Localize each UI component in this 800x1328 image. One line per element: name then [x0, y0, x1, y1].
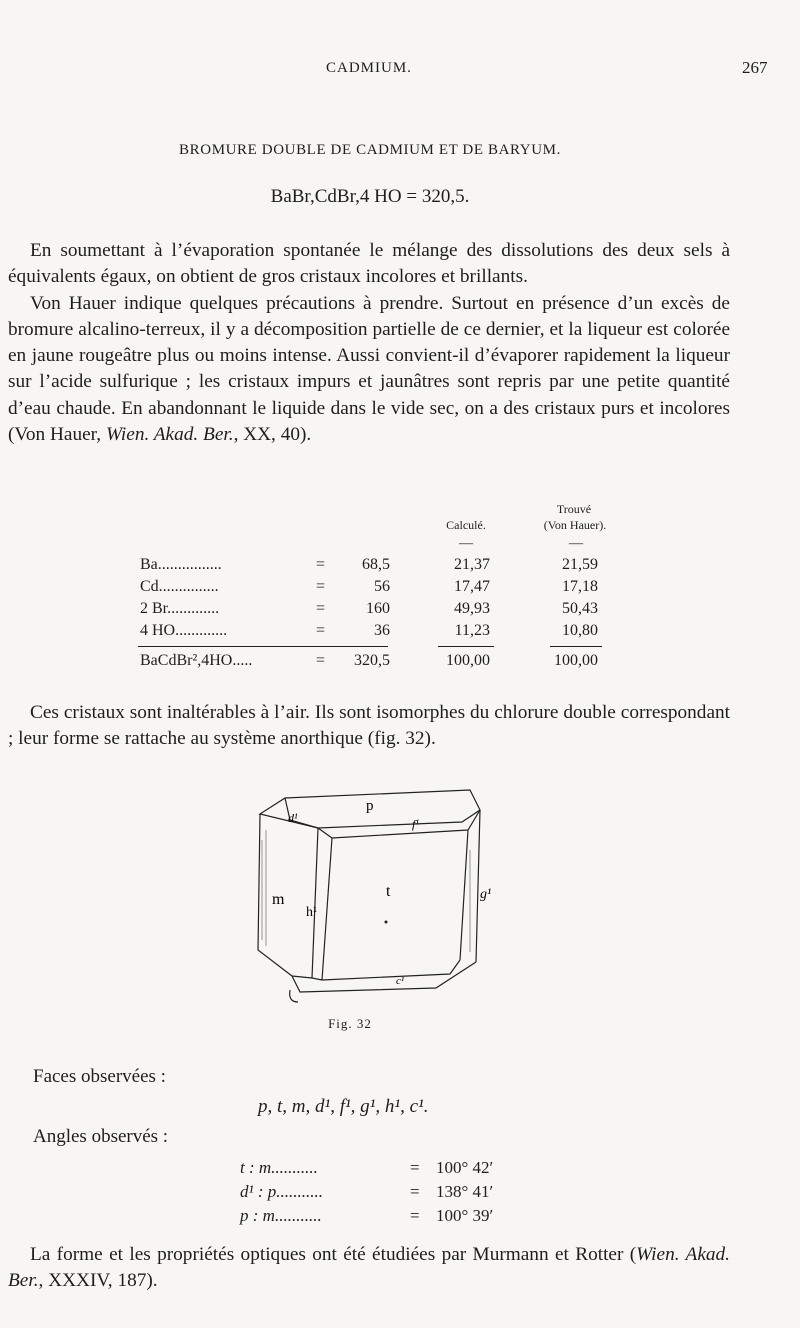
label-t: t — [386, 883, 391, 900]
angle-label: p : m........... — [240, 1206, 322, 1225]
header-dash: — — [459, 536, 473, 551]
table-row — [0, 600, 800, 622]
header-dash: — — [569, 536, 583, 551]
row-trouve: 100,00 — [554, 652, 598, 669]
row-value: 36 — [374, 622, 390, 639]
faces-list: p, t, m, d¹, f¹, g¹, h¹, c¹. — [258, 1096, 429, 1117]
row-label: BaCdBr²,4HO..... — [140, 652, 253, 669]
paragraph-sentence: Ces cristaux sont inaltérables à l’air. Ils sont isomorphes du chlorure double correspondant ; leur forme se rattache au système anorthique (fig. 32). — [8, 702, 730, 750]
row-label: Cd............... — [140, 578, 219, 595]
paragraph-text: , XX, 40). — [233, 424, 312, 446]
angle-row — [0, 1158, 800, 1180]
label-m: m — [272, 891, 285, 908]
row-trouve: 50,43 — [562, 600, 598, 617]
label-h1: h¹ — [306, 905, 318, 920]
row-equals: = — [316, 600, 326, 617]
table-row — [0, 578, 800, 600]
mark-c1 — [290, 990, 298, 1002]
paragraph-text: Von Hauer indique quelques précautions à prendre. Surtout en présence d’un excès de bromure alcalino-terreux, il y a décomposition partielle de ce dernier, et la liqueur est colorée en jaune rougeâtre plus ou moins intense. Aussi convient-il d’évaporer rapidement la liqueur sur l’acide sulfurique ; les cristaux impurs et jaunâtres sont repris par une petite quantité d’eau chaude. En abandonnant le liquide dans le vide sec, on a des cristaux purs et incolores (Von Hauer, — [8, 292, 730, 446]
angle-value: 138° 41′ — [436, 1182, 494, 1201]
label-d1: d¹ — [288, 811, 298, 825]
faces-label: Faces observées : — [33, 1066, 166, 1087]
table-header-calcule: Calculé. — [446, 518, 486, 532]
edge-h1-inner — [322, 838, 332, 980]
row-calcule: 11,23 — [454, 622, 490, 639]
row-trouve: 10,80 — [562, 622, 598, 639]
angle-equals: = — [410, 1206, 420, 1225]
label-p: p — [366, 798, 374, 814]
row-trouve: 17,18 — [562, 578, 598, 595]
table-row — [0, 556, 800, 578]
row-label: Ba................ — [140, 556, 222, 573]
crystal-figure — [240, 780, 500, 1012]
row-equals: = — [316, 578, 326, 595]
paragraph-sentence — [8, 291, 730, 449]
table-header-trouve: Trouvé — [556, 502, 592, 516]
figure-caption: Fig. 32 — [328, 1016, 372, 1031]
paragraph-optics — [8, 1242, 730, 1295]
angle-row — [0, 1206, 800, 1228]
row-equals: = — [316, 652, 326, 669]
journal-reference: Wien. Akad. Ber. — [8, 1244, 730, 1292]
edge-c1 — [292, 976, 322, 980]
angle-value: 100° 39′ — [436, 1206, 494, 1225]
paragraph-sentence — [8, 1242, 730, 1295]
page-number: 267 — [742, 58, 768, 77]
angle-equals: = — [410, 1182, 420, 1201]
table-row — [0, 622, 800, 644]
paragraph-sentence: En soumettant à l’évaporation spontanée le mélange des dissolutions des deux sels à équivalents égaux, on obtient de gros cristaux incolores et brillants. — [8, 240, 730, 288]
table-total-row — [0, 652, 800, 674]
paragraph-properties — [8, 700, 730, 753]
table-rule — [138, 646, 388, 647]
journal-reference: Wien. Akad. Ber. — [105, 424, 234, 446]
row-equals: = — [316, 556, 326, 573]
paragraph-preparation — [8, 238, 730, 448]
row-calcule: 21,37 — [454, 556, 490, 573]
edge-t-right — [460, 830, 468, 960]
chemical-formula: BaBr,CdBr,4 HO = 320,5. — [270, 186, 470, 207]
row-value: 56 — [374, 578, 390, 595]
angle-row — [0, 1182, 800, 1204]
row-calcule: 17,47 — [454, 578, 490, 595]
paragraph-text: , XXXIV, 187). — [38, 1270, 158, 1292]
row-value: 320,5 — [354, 652, 390, 669]
row-calcule: 100,00 — [446, 652, 490, 669]
row-label: 4 HO............. — [140, 622, 228, 639]
edge-bottom — [322, 960, 460, 980]
label-g1: g¹ — [480, 887, 492, 902]
table-header-vonhauer: (Von Hauer). — [543, 518, 607, 532]
row-value: 68,5 — [362, 556, 390, 573]
angle-label: t : m........... — [240, 1158, 318, 1177]
angle-label: d¹ : p........... — [240, 1182, 324, 1201]
running-title: CADMIUM. — [326, 60, 412, 76]
edge-g1 — [476, 810, 480, 962]
row-label: 2 Br............. — [140, 600, 220, 617]
row-calcule: 49,93 — [454, 600, 490, 617]
section-title: BROMURE DOUBLE DE CADMIUM ET DE BARYUM. — [179, 142, 561, 158]
angle-equals: = — [410, 1158, 420, 1177]
edge-h1 — [312, 828, 318, 978]
label-c1: c¹ — [396, 975, 405, 987]
row-equals: = — [316, 622, 326, 639]
angle-value: 100° 42′ — [436, 1158, 494, 1177]
table-rule — [550, 646, 602, 647]
edge-f1 — [318, 810, 480, 838]
paragraph-text: La forme et les propriétés optiques ont été étudiées par Murmann et Rotter ( — [30, 1244, 637, 1265]
row-value: 160 — [366, 600, 390, 617]
center-dot — [385, 921, 388, 924]
label-f1: f¹ — [412, 817, 419, 831]
angles-label: Angles observés : — [33, 1126, 169, 1147]
table-rule — [438, 646, 494, 647]
row-trouve: 21,59 — [562, 556, 598, 573]
